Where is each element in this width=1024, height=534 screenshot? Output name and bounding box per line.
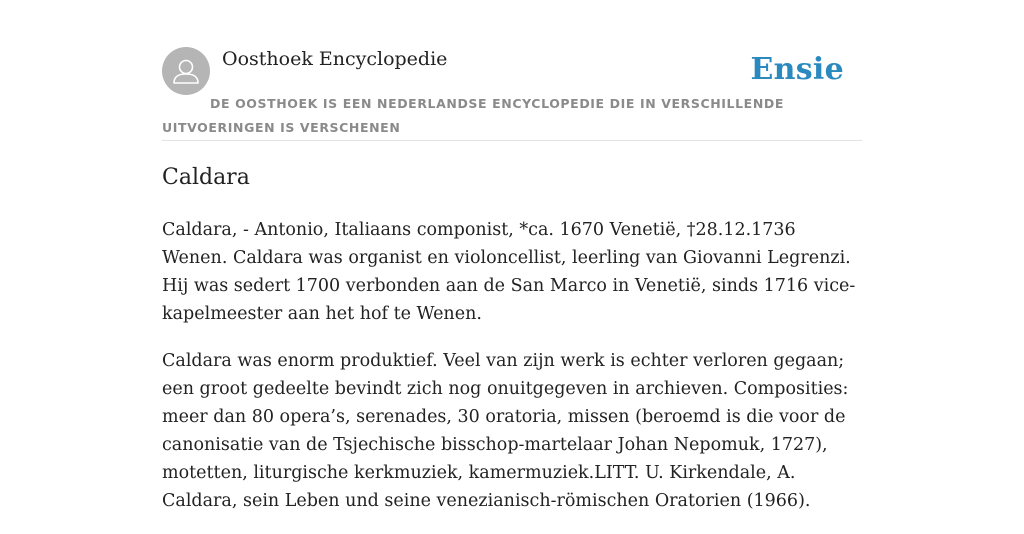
article-body	[162, 216, 862, 534]
article-paragraph: Caldara, - Antonio, Italiaans componist, *ca. 1670 Venetië, †28.12.1736 Wenen. Caldara was organist en violoncellist, leerling van Giovanni Legrenzi. Hij was sedert 1700 verbonden aan de San Marco in Venetië, sinds 1716 vice-kapelmeester aan het hof te Wenen.	[162, 220, 856, 324]
source-header	[162, 45, 862, 141]
user-silhouette-icon	[162, 47, 210, 95]
article-paragraph: Caldara was enorm produktief. Veel van zijn werk is echter verloren gegaan; een groot gedeelte bevindt zich nog onuitgegeven in archieven. Composities: meer dan 80 opera’s, serenades, 30 oratoria, missen (beroemd is die voor de canonisatie van de Tsjechische bisschop-martelaar Johan Nepomuk, 1727), motetten, liturgische kerkmuziek, kamermuziek.LITT. U. Kirkendale, A. Caldara, sein Leben und seine venezianisch-römischen Oratorien (1966).	[162, 351, 849, 511]
brand-logo-link[interactable]: Ensie	[750, 52, 844, 87]
avatar[interactable]	[162, 47, 210, 95]
page-title: Caldara	[162, 165, 250, 190]
source-tagline: DE OOSTHOEK IS EEN NEDERLANDSE ENCYCLOPEDIE DIE IN VERSCHILLENDE UITVOERINGEN IS VERSCHENEN	[162, 96, 784, 135]
source-name-link[interactable]: Oosthoek Encyclopedie	[222, 48, 448, 70]
